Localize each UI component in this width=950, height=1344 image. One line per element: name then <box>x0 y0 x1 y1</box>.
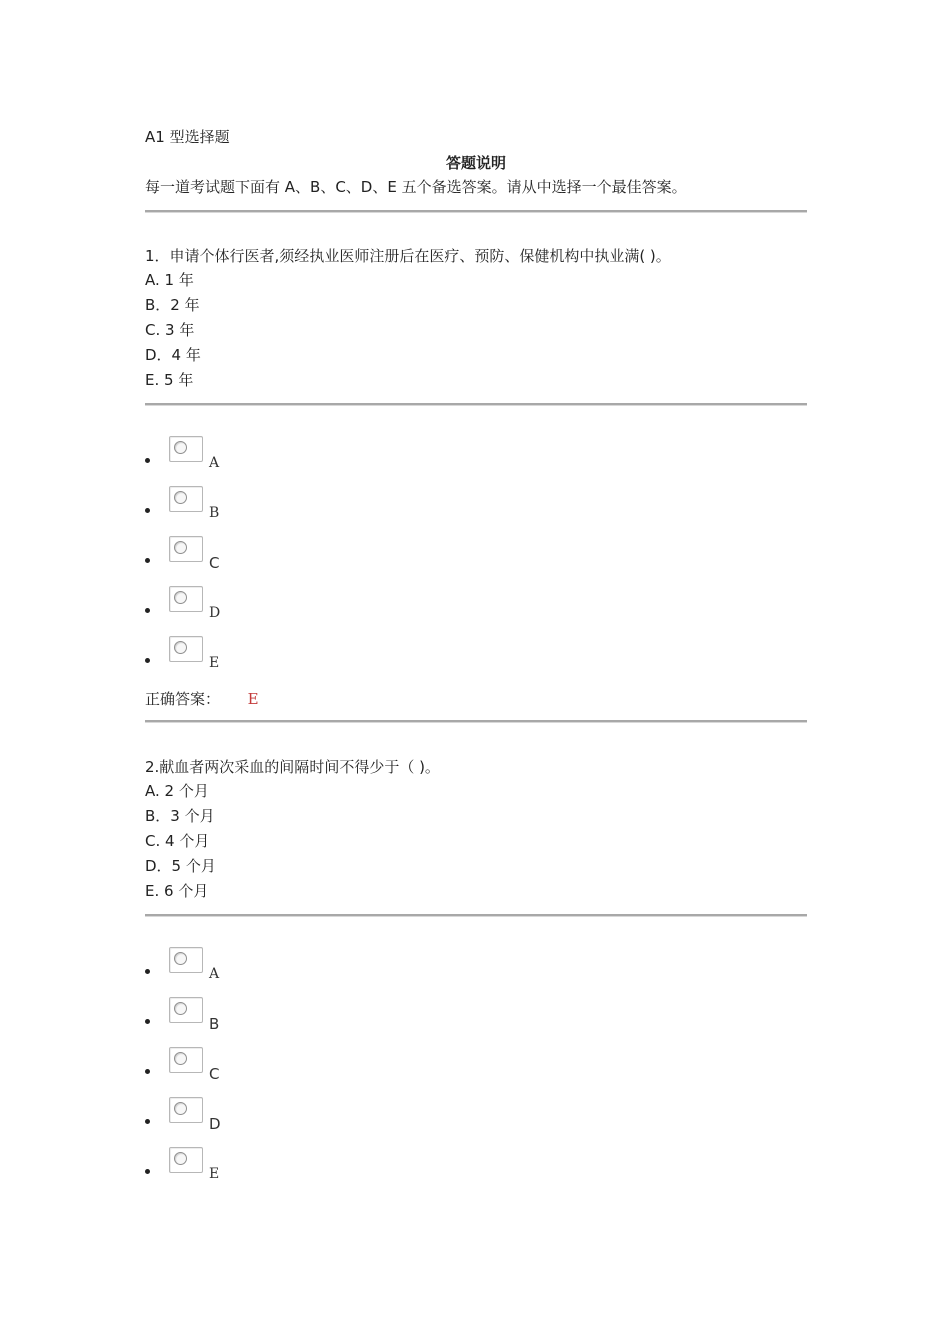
radio-button-icon[interactable] <box>174 1002 187 1015</box>
bullet-icon <box>145 1169 150 1174</box>
correct-answer-label: 正确答案： <box>145 690 221 708</box>
option-label: D <box>209 605 221 621</box>
instruction-text: 每一道考试题下面有 A、B、C、D、E 五个备选答案。请从中选择一个最佳答案。 <box>145 178 687 196</box>
question-2-choice-a: A. 2 个月 <box>145 782 209 800</box>
question-1-option-b[interactable] <box>145 486 345 520</box>
radio-frame[interactable] <box>169 536 203 562</box>
bullet-icon <box>145 1119 150 1124</box>
radio-button-icon[interactable] <box>174 541 187 554</box>
radio-frame[interactable] <box>169 486 203 512</box>
bullet-icon <box>145 658 150 663</box>
bullet-icon <box>145 1069 150 1074</box>
radio-frame[interactable] <box>169 1097 203 1123</box>
option-label: E <box>209 1166 220 1182</box>
question-2-choice-c: C. 4 个月 <box>145 832 210 850</box>
option-label: D <box>209 1115 221 1133</box>
radio-button-icon[interactable] <box>174 1052 187 1065</box>
divider <box>145 403 807 406</box>
radio-button-icon[interactable] <box>174 952 187 965</box>
instruction-heading: 答题说明 <box>445 154 506 172</box>
question-1-option-a[interactable] <box>145 436 345 470</box>
radio-frame[interactable] <box>169 997 203 1023</box>
question-2-choice-d: D．5 个月 <box>145 857 216 875</box>
section-title: A1 型选择题 <box>145 128 230 146</box>
bullet-icon <box>145 608 150 613</box>
option-label: E <box>209 655 220 671</box>
question-2-stem: 2.献血者两次采血的间隔时间不得少于（ )。 <box>145 758 440 776</box>
option-label: C <box>209 1065 220 1083</box>
radio-button-icon[interactable] <box>174 1152 187 1165</box>
radio-frame[interactable] <box>169 1047 203 1073</box>
radio-button-icon[interactable] <box>174 441 187 454</box>
correct-answer-value: E <box>247 690 259 708</box>
radio-frame[interactable] <box>169 586 203 612</box>
question-2-choice-e: E. 6 个月 <box>145 882 209 900</box>
divider <box>145 720 807 723</box>
radio-button-icon[interactable] <box>174 491 187 504</box>
bullet-icon <box>145 508 150 513</box>
question-1-choice-d: D．4 年 <box>145 346 201 364</box>
bullet-icon <box>145 458 150 463</box>
question-2-option-d[interactable] <box>145 1097 345 1131</box>
correct-answer <box>145 689 259 709</box>
question-1-option-d[interactable] <box>145 586 345 620</box>
question-1-choice-c: C. 3 年 <box>145 321 195 339</box>
question-2-option-a[interactable] <box>145 947 345 981</box>
question-2-option-b[interactable] <box>145 997 345 1031</box>
option-label: B <box>209 1015 220 1033</box>
question-1-option-c[interactable] <box>145 536 345 570</box>
bullet-icon <box>145 1019 150 1024</box>
question-2-option-e[interactable] <box>145 1147 345 1181</box>
option-label: A <box>209 966 220 982</box>
question-1-choice-a: A. 1 年 <box>145 271 194 289</box>
radio-button-icon[interactable] <box>174 1102 187 1115</box>
radio-frame[interactable] <box>169 947 203 973</box>
option-label: C <box>209 554 220 572</box>
bullet-icon <box>145 969 150 974</box>
radio-button-icon[interactable] <box>174 641 187 654</box>
question-1-choice-b: B．2 年 <box>145 296 200 314</box>
radio-frame[interactable] <box>169 436 203 462</box>
question-1-stem: 1．申请个体行医者,须经执业医师注册后在医疗、预防、保健机构中执业满( )。 <box>145 247 671 265</box>
question-1-option-e[interactable] <box>145 636 345 670</box>
radio-button-icon[interactable] <box>174 591 187 604</box>
radio-frame[interactable] <box>169 636 203 662</box>
radio-frame[interactable] <box>169 1147 203 1173</box>
question-2-option-c[interactable] <box>145 1047 345 1081</box>
bullet-icon <box>145 558 150 563</box>
question-2-choice-b: B．3 个月 <box>145 807 215 825</box>
option-label: B <box>209 505 220 521</box>
divider <box>145 210 807 213</box>
divider <box>145 914 807 917</box>
option-label: A <box>209 455 220 471</box>
question-1-choice-e: E. 5 年 <box>145 371 194 389</box>
